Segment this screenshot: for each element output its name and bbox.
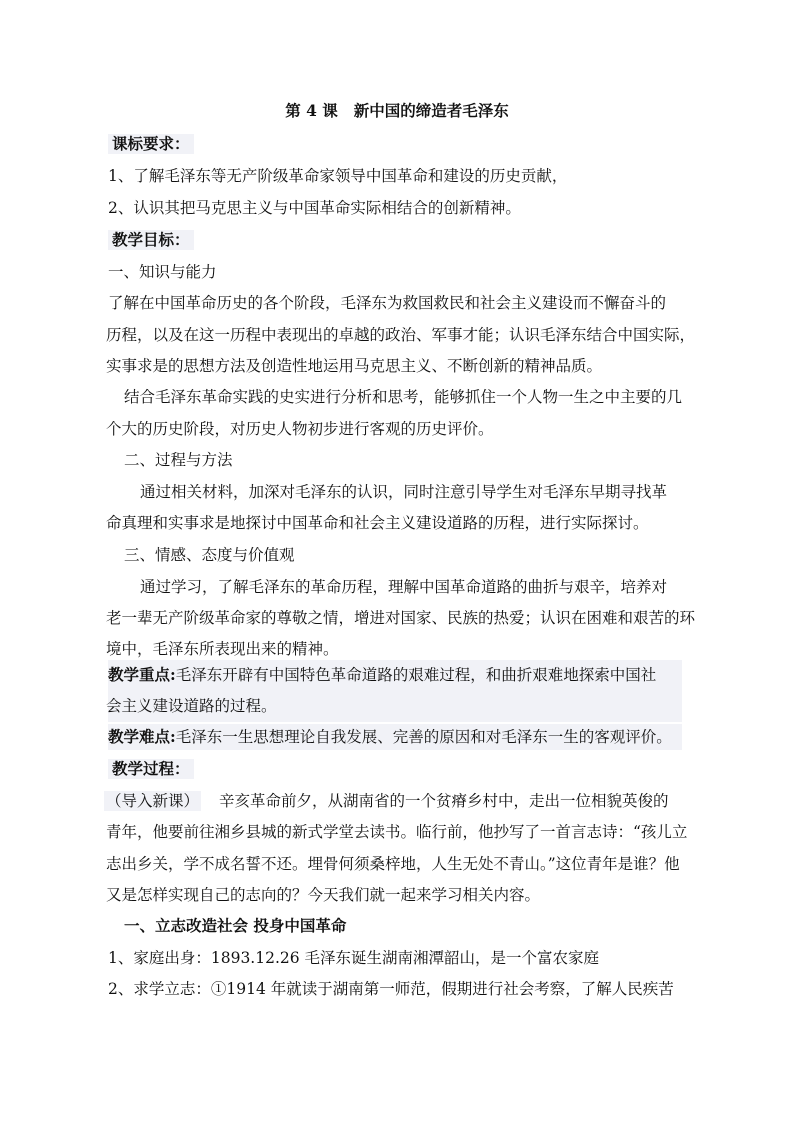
difficulties-label: 教学难点: (108, 727, 176, 746)
curriculum-heading-label: 课标要求： (108, 134, 194, 154)
key-points-text: 毛泽东开辟有中国特色革命道路的艰难过程，和曲折艰难地探索中国社 (175, 666, 657, 684)
section-method-title: 二、过程与方法 (124, 451, 233, 469)
values-para-line2: 老一辈无产阶级革命家的尊敬之情，增进对国家、民族的热爱；认识在困难和艰苦的环 (106, 609, 696, 627)
lesson-name: 新中国的缔造者毛泽东 (353, 101, 509, 120)
curriculum-heading (108, 134, 686, 154)
intro-line3: 志出乡关，学不成名誓不还。埋骨何须桑梓地，人生无处不青山。”这位青年是谁？他 (106, 855, 680, 873)
part1-title: 一、立志改造社会 投身中国革命 (124, 916, 347, 935)
values-para-line1: 通过学习，了解毛泽东的革命历程，理解中国革命道路的曲折与艰辛，培养对 (140, 578, 668, 596)
page-title (0, 101, 794, 121)
key-points-label: 教学重点: (108, 665, 176, 684)
lesson-number: 第 4 课 (285, 101, 338, 120)
intro-line2: 青年，他要前往湘乡县城的新式学堂去读书。临行前，他抄写了一首言志诗：“孩儿立 (106, 823, 688, 841)
key-points-line2: 会主义建设道路的过程。 (106, 697, 277, 715)
goals-heading (108, 230, 686, 250)
section-knowledge-title: 一、知识与能力 (108, 263, 217, 281)
key-points-line1 (108, 665, 686, 685)
goals-heading-label: 教学目标： (108, 230, 194, 250)
process-heading-label: 教学过程： (108, 759, 194, 779)
intro-text-1: 辛亥革命前夕，从湖南省的一个贫瘠乡村中，走出一位相貌英俊的 (219, 792, 669, 810)
part1-item-1: 1、家庭出身：1893.12.26 毛泽东诞生湖南湘潭韶山，是一个富农家庭 (108, 949, 600, 967)
section-values-title: 三、情感、态度与价值观 (124, 546, 295, 564)
knowledge-para2-line2: 个大的历史阶段，对历史人物初步进行客观的历史评价。 (106, 420, 494, 438)
difficulties-line (108, 727, 686, 747)
intro-line1 (104, 791, 682, 811)
method-para-line1: 通过相关材料，加深对毛泽东的认识，同时注意引导学生对毛泽东早期寻找革 (140, 483, 668, 501)
knowledge-para1-line3: 实事求是的思想方法及创造性地运用马克思主义、不断创新的精神品质。 (106, 357, 603, 375)
curriculum-item-1: 1、了解毛泽东等无产阶级革命家领导中国革命和建设的历史贡献， (108, 167, 568, 185)
intro-label: （导入新课） (106, 792, 200, 810)
process-heading (108, 759, 686, 779)
values-para-line3: 境中，毛泽东所表现出来的精神。 (106, 640, 339, 658)
difficulties-text: 毛泽东一生思想理论自我发展、完善的原因和对毛泽东一生的客观评价。 (175, 728, 672, 746)
intro-line4: 又是怎样实现自己的志向的？今天我们就一起来学习相关内容。 (106, 886, 541, 904)
knowledge-para1-line2: 历程，以及在这一历程中表现出的卓越的政治、军事才能；认识毛泽东结合中国实际， (106, 326, 696, 344)
part1-item-2: 2、求学立志：①1914 年就读于湖南第一师范，假期进行社会考察，了解人民疾苦 (108, 980, 674, 998)
knowledge-para1-line1: 了解在中国革命历史的各个阶段，毛泽东为救国救民和社会主义建设而不懈奋斗的 (108, 294, 667, 312)
method-para-line2: 命真理和实事求是地探讨中国革命和社会主义建设道路的历程，进行实际探讨。 (106, 514, 649, 532)
knowledge-para2-line1: 结合毛泽东革命实践的史实进行分析和思考，能够抓住一个人物一生之中主要的几 (124, 388, 683, 406)
curriculum-item-2: 2、认识其把马克思主义与中国革命实际相结合的创新精神。 (108, 199, 521, 217)
